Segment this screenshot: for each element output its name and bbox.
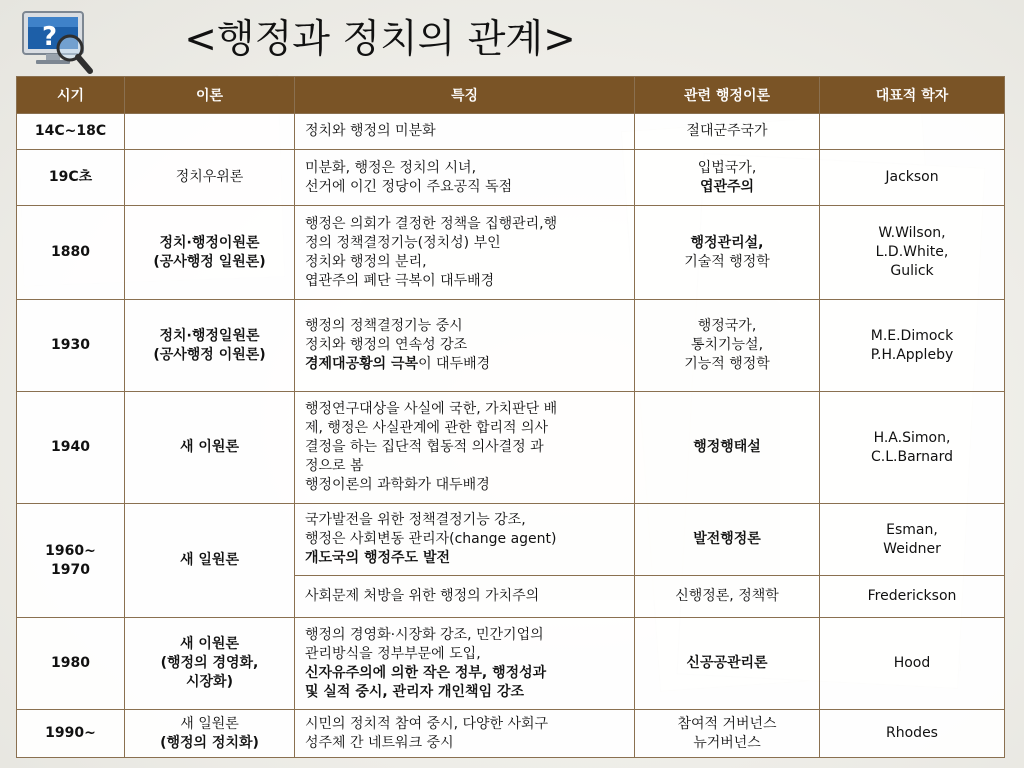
cell-text: 행정행태설: [693, 439, 761, 455]
cell-text: 행정국가,: [697, 318, 757, 334]
scholars-cell: [820, 576, 1005, 618]
cell-text: 절대군주국가: [686, 123, 768, 139]
period-cell: [17, 710, 125, 758]
related-theory-cell: [635, 392, 820, 504]
scholars-cell: [820, 206, 1005, 300]
cell-text: 행정관리설,: [690, 234, 764, 251]
scholars-cell: [820, 300, 1005, 392]
cell-text: (공사행정 일원론): [153, 253, 266, 270]
cell-text: 1940: [51, 439, 90, 455]
cell-text: 1960~: [45, 542, 96, 559]
cell-text: 사회문제 처방을 위한 행정의 가치주의: [305, 588, 540, 604]
cell-text: 1980: [51, 655, 90, 671]
cell-text: 1970: [51, 561, 90, 578]
related-theory-cell: [635, 300, 820, 392]
related-theory-cell: [635, 206, 820, 300]
cell-text: 개도국의 행정주도 발전: [305, 550, 450, 566]
theory-cell: [125, 114, 295, 150]
cell-text: 성주체 간 네트워크 중시: [305, 734, 454, 751]
table-row: [17, 206, 1005, 300]
cell-text: 정치·행정일원론: [159, 327, 260, 344]
cell-text: C.L.Barnard: [870, 448, 954, 465]
features-cell: [295, 150, 635, 206]
cell-text: 통치기능설,: [690, 337, 764, 353]
related-theory-cell: [635, 150, 820, 206]
related-theory-cell: [635, 576, 820, 618]
scholars-cell: [820, 150, 1005, 206]
cell-text: 경제대공황의 극복: [305, 356, 419, 372]
table-row: [17, 504, 1005, 576]
cell-text: 시장화): [186, 674, 233, 690]
cell-text: 19C초: [48, 169, 93, 185]
theory-cell: [125, 300, 295, 392]
cell-text: 엽관주의 폐단 극복이 대두배경: [305, 272, 495, 289]
scholars-cell: [820, 504, 1005, 576]
cell-text: 행정의 정책결정기능 중시: [305, 318, 463, 334]
table-header-row: [17, 77, 1005, 114]
header-theory: 이론: [125, 77, 295, 114]
cell-text: 제, 행정은 사실관계에 관한 합리적 의사: [305, 420, 549, 436]
scholars-cell: [820, 618, 1005, 710]
period-cell: [17, 206, 125, 300]
features-cell: [295, 114, 635, 150]
cell-text: 기능적 행정학: [684, 356, 770, 372]
cell-text: 기술적 행정학: [684, 253, 770, 270]
cell-text: 입법국가,: [697, 159, 757, 176]
cell-text: 선거에 이긴 정당이 주요공직 독점: [305, 178, 513, 195]
question-monitor-magnifier-icon: [18, 8, 96, 78]
period-cell: [17, 150, 125, 206]
cell-text: M.E.Dimock: [870, 327, 954, 344]
cell-text: W.Wilson,: [878, 225, 946, 241]
cell-text: 새 일원론: [180, 552, 239, 568]
cell-text: 정치와 행정의 미분화: [305, 123, 436, 139]
svg-text:?: ?: [42, 22, 58, 52]
features-cell: [295, 618, 635, 710]
theory-cell: [125, 618, 295, 710]
cell-text: 1990~: [45, 725, 96, 741]
cell-text: 행정의 경영화·시장화 강조, 민간기업의: [305, 626, 544, 643]
cell-text: 행정연구대상을 사실에 국한, 가치판단 배: [305, 401, 558, 417]
related-theory-cell: [635, 618, 820, 710]
cell-text: 새 일원론: [180, 715, 239, 732]
cell-text: 엽관주의: [699, 178, 755, 195]
header-scholars: 대표적 학자: [820, 77, 1005, 114]
table-row: [17, 392, 1005, 504]
cell-text: H.A.Simon,: [873, 429, 951, 446]
table-row: [17, 300, 1005, 392]
theory-cell: [125, 150, 295, 206]
features-cell: [295, 504, 635, 576]
cell-text: 행정이론의 과학화가 대두배경: [305, 477, 490, 493]
header-related-theory: 관련 행정이론: [635, 77, 820, 114]
period-cell: [17, 618, 125, 710]
cell-text: 참여적 거버넌스: [677, 715, 777, 732]
cell-text: 정치와 행정의 분리,: [305, 253, 427, 270]
period-cell: [17, 504, 125, 618]
related-theory-cell: [635, 710, 820, 758]
table-row: [17, 618, 1005, 710]
cell-text: 새 이원론: [180, 439, 239, 455]
cell-text: 정치와 행정의 연속성 강조: [305, 337, 468, 353]
cell-text: 신자유주의에 의한 작은 정부, 행정성과: [305, 664, 547, 681]
cell-text: (행정의 경영화,: [160, 655, 259, 671]
features-cell: [295, 392, 635, 504]
cell-text: 1930: [51, 337, 90, 353]
cell-text: 뉴거버넌스: [693, 734, 761, 751]
cell-text: Gulick: [890, 263, 934, 279]
cell-text: 정으로 봄: [305, 458, 364, 474]
features-cell: [295, 300, 635, 392]
table-row: [17, 114, 1005, 150]
cell-text: (공사행정 이원론): [153, 346, 266, 363]
cell-text: Esman,: [886, 521, 938, 538]
cell-text: 행정은 사회변동 관리자(change agent): [305, 531, 557, 547]
features-cell: [295, 206, 635, 300]
cell-text: 신공공관리론: [686, 655, 768, 671]
cell-text: P.H.Appleby: [870, 346, 954, 363]
table-row: [17, 710, 1005, 758]
theory-cell: [125, 710, 295, 758]
table-row: [17, 150, 1005, 206]
theory-cell: [125, 504, 295, 618]
cell-text: 새 이원론: [180, 636, 239, 652]
cell-text: 정치·행정이원론: [159, 234, 260, 251]
features-cell: [295, 576, 635, 618]
scholars-cell: [820, 114, 1005, 150]
cell-text: Hood: [893, 655, 931, 671]
period-cell: [17, 392, 125, 504]
page-title: <행정과 정치의 관계>: [184, 17, 576, 62]
cell-text: (행정의 정치화): [160, 734, 259, 751]
related-theory-cell: [635, 114, 820, 150]
header-features: 특징: [295, 77, 635, 114]
cell-text: 시민의 정치적 참여 중시, 다양한 사회구: [305, 715, 549, 732]
theory-cell: [125, 206, 295, 300]
cell-text: 신행정론, 정책학: [675, 588, 779, 604]
cell-text: L.D.White,: [875, 244, 949, 260]
features-cell: [295, 710, 635, 758]
cell-text: 관리방식을 정부부문에 도입,: [305, 645, 481, 662]
cell-text: 14C~18C: [34, 123, 107, 139]
related-theory-cell: [635, 504, 820, 576]
cell-text: 발전행정론: [693, 531, 761, 547]
cell-text: 정의 정책결정기능(정치성) 부인: [305, 234, 501, 251]
cell-text: 정치우위론: [175, 169, 244, 185]
cell-text: Jackson: [885, 169, 939, 185]
scholars-cell: [820, 392, 1005, 504]
cell-text: 이 대두배경: [418, 356, 491, 372]
cell-text: 미분화, 행정은 정치의 시녀,: [305, 159, 477, 176]
header-period: 시기: [17, 77, 125, 114]
cell-text: 결정을 하는 집단적 협동적 의사결정 과: [305, 439, 544, 455]
cell-text: Frederickson: [867, 588, 957, 604]
cell-text: 및 실적 중시, 관리자 개인책임 강조: [305, 683, 525, 700]
scholars-cell: [820, 710, 1005, 758]
period-cell: [17, 300, 125, 392]
cell-text: Weidner: [883, 540, 941, 557]
cell-text: 1880: [51, 244, 90, 260]
cell-text: Rhodes: [886, 725, 938, 741]
cell-text: 국가발전을 위한 정책결정기능 강조,: [305, 512, 526, 528]
period-cell: [17, 114, 125, 150]
theory-cell: [125, 392, 295, 504]
relationship-table: [16, 76, 1005, 758]
cell-text: 행정은 의회가 결정한 정책을 집행관리,행: [305, 215, 558, 232]
